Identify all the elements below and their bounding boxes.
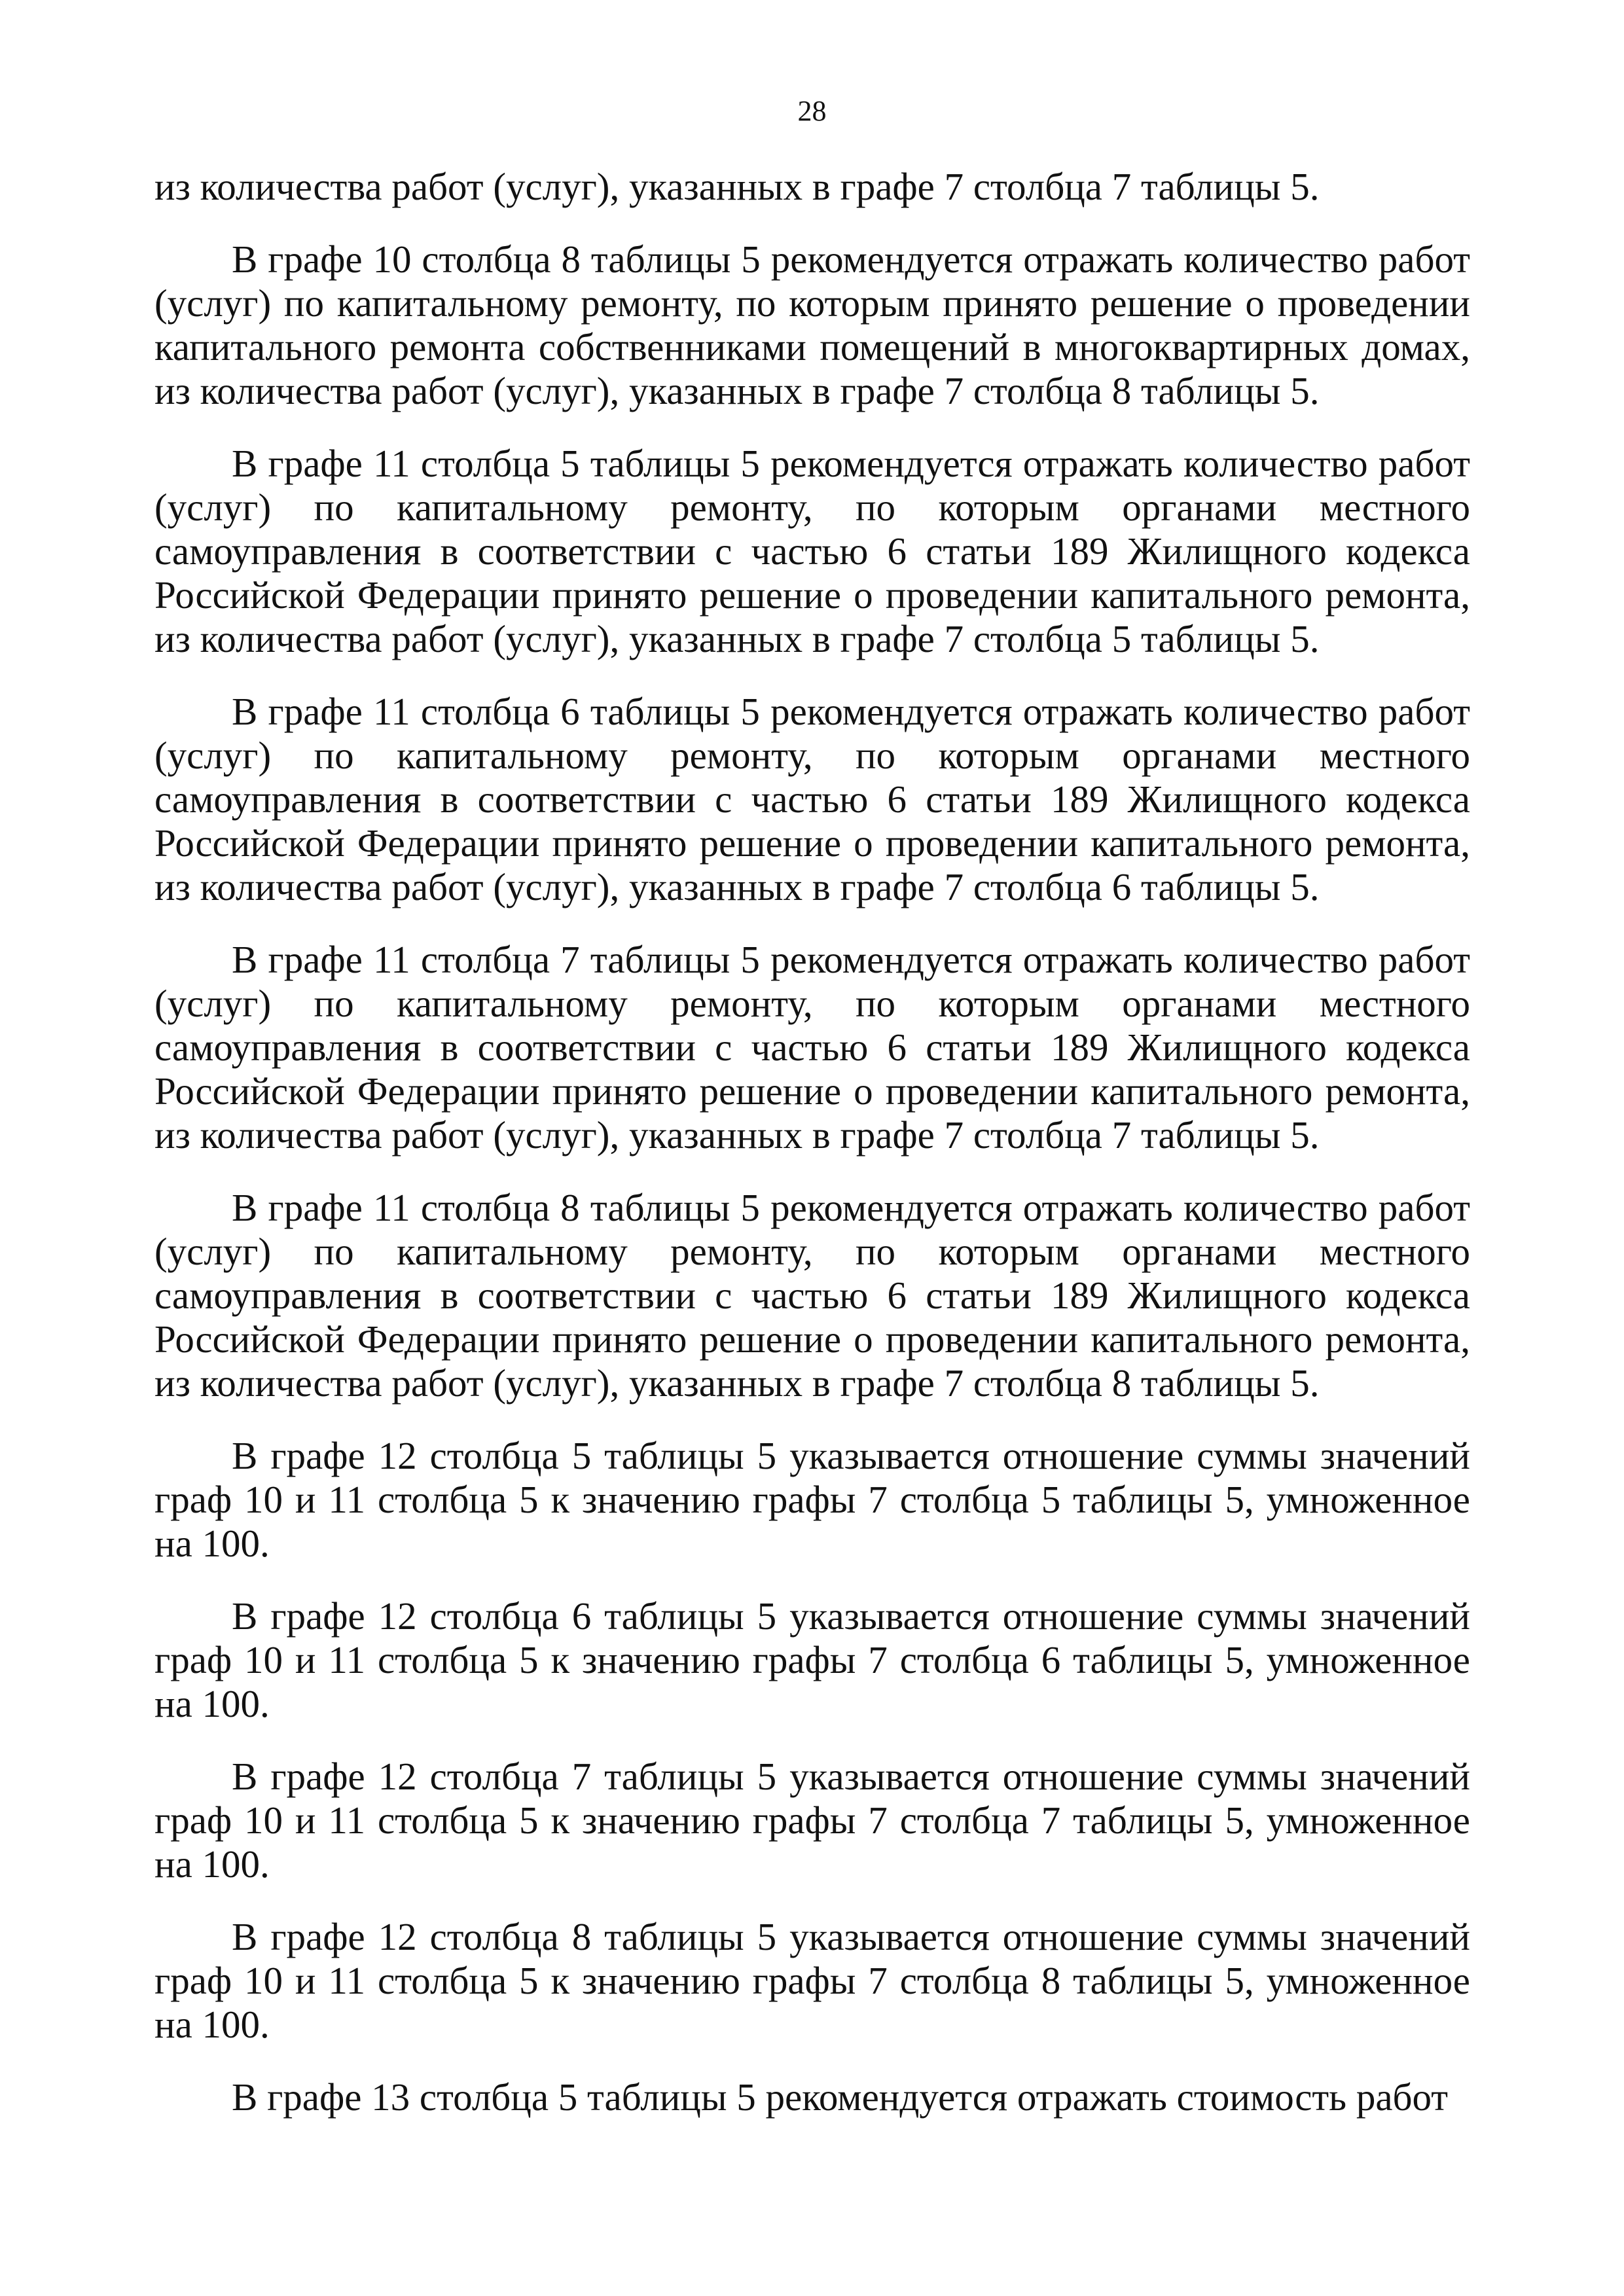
paragraph: В графе 12 столбца 8 таблицы 5 указывается отношение суммы значений граф 10 и 11 столбца 5 к значению графы 7 столбца 8 таблицы 5, умноженное на 100. xyxy=(154,1915,1470,2046)
paragraph: В графе 12 столбца 7 таблицы 5 указывается отношение суммы значений граф 10 и 11 столбца 5 к значению графы 7 столбца 7 таблицы 5, умноженное на 100. xyxy=(154,1755,1470,1886)
paragraph: В графе 12 столбца 5 таблицы 5 указывается отношение суммы значений граф 10 и 11 столбца 5 к значению графы 7 столбца 5 таблицы 5, умноженное на 100. xyxy=(154,1434,1470,1565)
page-number: 28 xyxy=(797,95,827,127)
paragraph: В графе 11 столбца 7 таблицы 5 рекомендуется отражать количество работ (услуг) по капитальному ремонту, по которым органами местного самоуправления в соответствии с частью 6 статьи 189 Жилищного кодекса Российской Федерации принято решение о проведении капитального ремонта, из количества работ (услуг), указанных в графе 7 столбца 7 таблицы 5. xyxy=(154,938,1470,1157)
paragraph-last: В графе 13 столбца 5 таблицы 5 рекомендуется отражать стоимость работ xyxy=(232,2075,1449,2119)
paragraph: В графе 12 столбца 6 таблицы 5 указывается отношение суммы значений граф 10 и 11 столбца 5 к значению графы 7 столбца 6 таблицы 5, умноженное на 100. xyxy=(154,1594,1470,1725)
paragraph: В графе 11 столбца 5 таблицы 5 рекомендуется отражать количество работ (услуг) по капитальному ремонту, по которым органами местного самоуправления в соответствии с частью 6 статьи 189 Жилищного кодекса Российской Федерации принято решение о проведении капитального ремонта, из количества работ (услуг), указанных в графе 7 столбца 5 таблицы 5. xyxy=(154,442,1470,660)
paragraph: В графе 11 столбца 8 таблицы 5 рекомендуется отражать количество работ (услуг) по капитальному ремонту, по которым органами местного самоуправления в соответствии с частью 6 статьи 189 Жилищного кодекса Российской Федерации принято решение о проведении капитального ремонта, из количества работ (услуг), указанных в графе 7 столбца 8 таблицы 5. xyxy=(154,1186,1470,1405)
paragraph: В графе 10 столбца 8 таблицы 5 рекомендуется отражать количество работ (услуг) по капитальному ремонту, по которым принято решение о проведении капитального ремонта собственниками помещений в многоквартирных домах, из количества работ (услуг), указанных в графе 7 столбца 8 таблицы 5. xyxy=(154,238,1470,412)
paragraph: В графе 11 столбца 6 таблицы 5 рекомендуется отражать количество работ (услуг) по капитальному ремонту, по которым органами местного самоуправления в соответствии с частью 6 статьи 189 Жилищного кодекса Российской Федерации принято решение о проведении капитального ремонта, из количества работ (услуг), указанных в графе 7 столбца 6 таблицы 5. xyxy=(154,690,1470,908)
paragraph-continuation: из количества работ (услуг), указанных в графе 7 столбца 7 таблицы 5. xyxy=(154,165,1320,208)
document-body xyxy=(154,165,1470,2148)
